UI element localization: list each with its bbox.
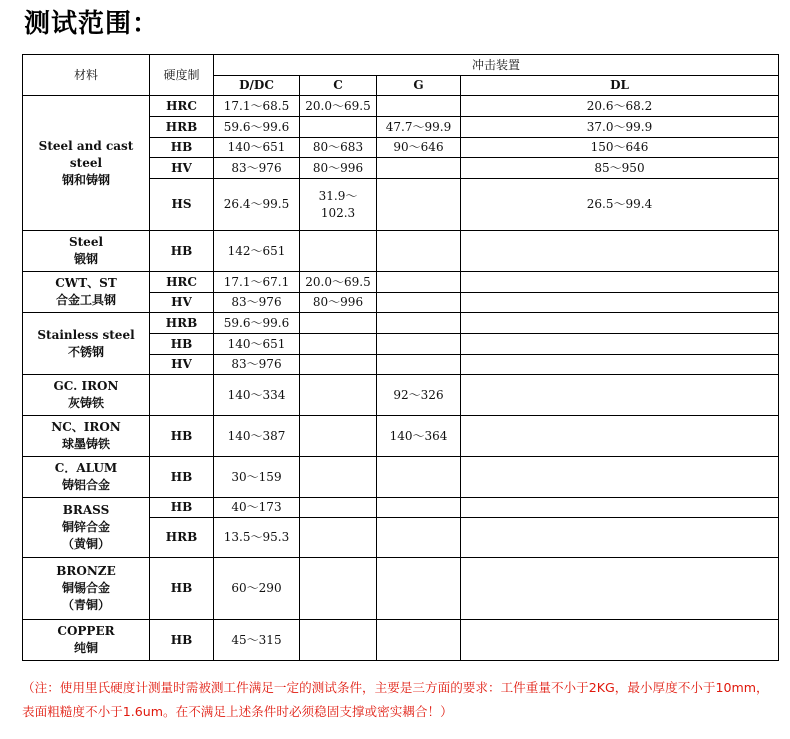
scale-cell: HB (150, 334, 214, 355)
value-dl-cell (461, 231, 779, 272)
value-dl-cell: 26.5～99.4 (461, 179, 779, 231)
value-g-cell: 140～364 (377, 416, 461, 457)
value-g-cell (377, 231, 461, 272)
material-cell (23, 457, 150, 498)
value-g-cell (377, 498, 461, 518)
value-dl-cell (461, 558, 779, 620)
value-g-cell (377, 272, 461, 293)
value-g-cell (377, 313, 461, 334)
material-name-cn: 合金工具钢 (55, 293, 116, 307)
value-dc-cell: 13.5～95.3 (214, 518, 300, 558)
scale-cell: HB (150, 457, 214, 498)
scale-cell: HRC (150, 272, 214, 293)
value-g-cell (377, 158, 461, 179)
scale-cell: HRB (150, 518, 214, 558)
value-c-cell (300, 620, 377, 661)
scale-cell: HRB (150, 117, 214, 138)
scale-cell: HB (150, 498, 214, 518)
material-name-cn: 锻钢 (73, 252, 98, 266)
value-g-cell (377, 96, 461, 117)
value-c-cell: 80～996 (300, 158, 377, 179)
value-g-cell (377, 293, 461, 313)
scale-cell: HB (150, 138, 214, 158)
value-dc-cell: 45～315 (214, 620, 300, 661)
value-c-cell: 31.9～102.3 (300, 179, 377, 231)
table-row (23, 313, 779, 334)
value-dc-cell: 83～976 (214, 158, 300, 179)
value-c-cell (300, 558, 377, 620)
table-row (23, 416, 779, 457)
header-scale: 硬度制 (150, 55, 214, 96)
table-row (23, 620, 779, 661)
material-name-en: NC、IRON (51, 420, 121, 434)
value-dl-cell (461, 355, 779, 375)
value-c-cell: 80～996 (300, 293, 377, 313)
material-cell (23, 375, 150, 416)
value-dc-cell: 142～651 (214, 231, 300, 272)
header-device-dc: D/DC (214, 76, 300, 96)
table-row (23, 457, 779, 498)
value-c-cell (300, 117, 377, 138)
header-device-dl: DL (461, 76, 779, 96)
value-dc-cell: 60～290 (214, 558, 300, 620)
value-dc-cell: 140～651 (214, 334, 300, 355)
hardness-range-table (22, 54, 779, 661)
value-dc-cell: 140～334 (214, 375, 300, 416)
value-g-cell: 90～646 (377, 138, 461, 158)
value-c-cell (300, 375, 377, 416)
value-dl-cell: 20.6～68.2 (461, 96, 779, 117)
material-cell (23, 620, 150, 661)
value-g-cell (377, 457, 461, 498)
material-name-cn: 灰铸铁 (67, 396, 104, 410)
value-dl-cell (461, 620, 779, 661)
material-name-cn: 钢和铸钢 (61, 172, 110, 187)
value-c-cell (300, 498, 377, 518)
value-c-cell: 20.0～69.5 (300, 96, 377, 117)
scale-cell: HB (150, 558, 214, 620)
scale-cell: HS (150, 179, 214, 231)
value-c-cell (300, 231, 377, 272)
material-name-cn: 不锈钢 (67, 344, 104, 359)
table-row (23, 558, 779, 620)
value-dc-cell: 17.1～67.1 (214, 272, 300, 293)
header-device-c: C (300, 76, 377, 96)
material-cell (23, 96, 150, 231)
value-dl-cell (461, 375, 779, 416)
material-name-en: BRASS (62, 503, 110, 517)
material-name-cn: 铜锡合金 (61, 581, 110, 595)
value-g-cell (377, 355, 461, 375)
value-dl-cell: 37.0～99.9 (461, 117, 779, 138)
value-g-cell: 47.7～99.9 (377, 117, 461, 138)
value-g-cell (377, 620, 461, 661)
scale-cell: HRC (150, 96, 214, 117)
material-name-cn: 纯铜 (73, 641, 98, 655)
value-dc-cell: 83～976 (214, 355, 300, 375)
table-row (23, 272, 779, 293)
table-row (23, 375, 779, 416)
scale-cell: HB (150, 416, 214, 457)
value-c-cell (300, 416, 377, 457)
scale-cell (150, 375, 214, 416)
value-dl-cell (461, 313, 779, 334)
material-name-en: Stainless steel (37, 327, 135, 342)
table-body (23, 55, 779, 661)
value-c-cell: 80～683 (300, 138, 377, 158)
value-dc-cell: 59.6～99.6 (214, 117, 300, 138)
material-cell (23, 272, 150, 313)
scale-cell: HB (150, 620, 214, 661)
table-row (23, 96, 779, 117)
value-dl-cell (461, 334, 779, 355)
value-c-cell (300, 457, 377, 498)
value-g-cell (377, 179, 461, 231)
value-dl-cell (461, 518, 779, 558)
scale-cell: HV (150, 158, 214, 179)
material-cell (23, 231, 150, 272)
value-dl-cell: 150～646 (461, 138, 779, 158)
value-dc-cell: 30～159 (214, 457, 300, 498)
value-g-cell: 92～326 (377, 375, 461, 416)
material-name-cn-note: （黄铜） (61, 537, 110, 551)
value-g-cell (377, 558, 461, 620)
material-name-cn: 铸铝合金 (61, 478, 110, 492)
value-c-cell (300, 355, 377, 375)
value-c-cell (300, 518, 377, 558)
table-row (23, 231, 779, 272)
material-cell (23, 313, 150, 375)
page-title: 测试范围： (24, 9, 160, 39)
material-name-en: COPPER (57, 624, 115, 638)
material-cell (23, 558, 150, 620)
material-name-en: C．ALUM (54, 461, 118, 475)
material-name-cn: 铜锌合金 (61, 520, 110, 534)
header-material: 材料 (23, 55, 150, 96)
material-name-en: CWT、ST (55, 276, 117, 290)
material-name-cn-note: （青铜） (61, 598, 110, 612)
table-row (23, 498, 779, 518)
value-c-cell (300, 334, 377, 355)
value-dc-cell: 26.4～99.5 (214, 179, 300, 231)
material-name-en: Steel and cast steel (38, 138, 134, 170)
header-impact-device: 冲击装置 (214, 55, 779, 76)
scale-cell: HV (150, 293, 214, 313)
value-dl-cell (461, 272, 779, 293)
material-name-en: Steel (68, 235, 104, 249)
value-dc-cell: 140～387 (214, 416, 300, 457)
scale-cell: HB (150, 231, 214, 272)
value-dl-cell (461, 293, 779, 313)
value-dl-cell (461, 416, 779, 457)
material-name-cn: 球墨铸铁 (61, 437, 110, 451)
value-dc-cell: 17.1～68.5 (214, 96, 300, 117)
value-dl-cell: 85～950 (461, 158, 779, 179)
value-c-cell (300, 313, 377, 334)
scale-cell: HRB (150, 313, 214, 334)
value-g-cell (377, 334, 461, 355)
material-name-en: GC. IRON (53, 379, 119, 393)
value-dl-cell (461, 498, 779, 518)
material-cell (23, 498, 150, 558)
usage-note: （注：使用里氏硬度计测量时需被测工件满足一定的测试条件，主要是三方面的要求：工件重量不小于2KG，最小厚度不小于10mm，表面粗糙度不小于1.6um。在不满足上述条件时必须稳固支撑或密实耦合！） (22, 680, 769, 719)
material-cell (23, 416, 150, 457)
value-dc-cell: 59.6～99.6 (214, 313, 300, 334)
value-g-cell (377, 518, 461, 558)
value-c-cell: 20.0～69.5 (300, 272, 377, 293)
scale-cell: HV (150, 355, 214, 375)
header-device-g: G (377, 76, 461, 96)
value-dc-cell: 40～173 (214, 498, 300, 518)
value-dc-cell: 140～651 (214, 138, 300, 158)
value-dl-cell (461, 457, 779, 498)
material-name-en: BRONZE (56, 564, 116, 578)
value-dc-cell: 83～976 (214, 293, 300, 313)
